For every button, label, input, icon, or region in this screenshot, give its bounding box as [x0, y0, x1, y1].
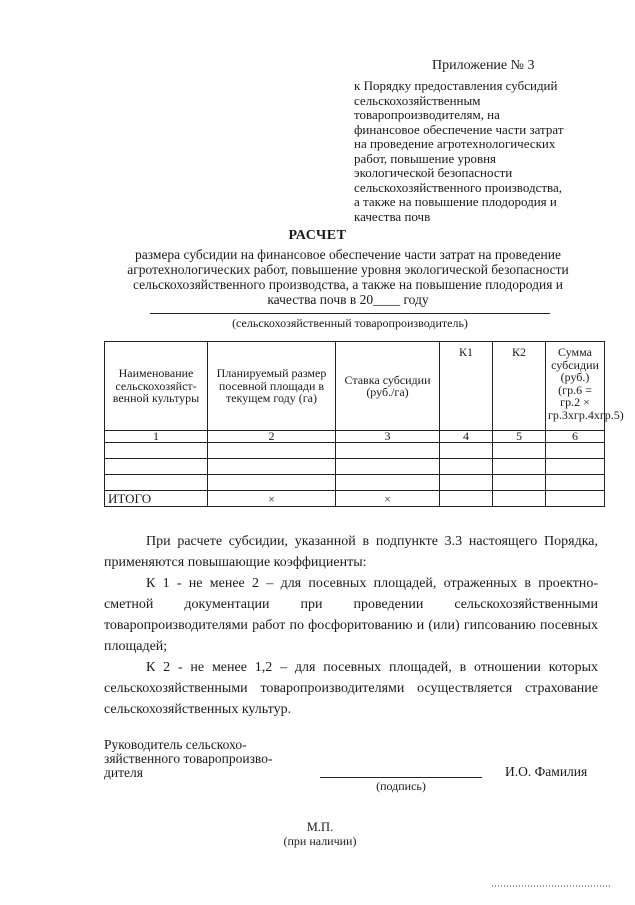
table-cell — [546, 459, 605, 475]
appendix-note-line: сельскохозяйственного производства, — [354, 179, 563, 195]
subtitle-line: качества почв в 20____ году — [267, 292, 429, 307]
appendix-note-line: сельскохозяйственным — [354, 92, 481, 108]
total-cell: × — [336, 491, 440, 507]
table-cell — [440, 459, 493, 475]
appendix-note-line: а также на повышение плодородия и — [354, 194, 557, 209]
table-cell — [208, 475, 336, 491]
stamp-caption: (при наличии) — [283, 834, 357, 848]
signatory-role-line: зяйственного товаропроизво- — [104, 751, 273, 766]
total-cell: × — [208, 491, 336, 507]
total-cell — [546, 491, 605, 507]
coefficient-k1: К 1 - не менее 2 – для посевных площадей, отраженных в проектно-сметной документации при проведении сельскохозяйственными товаропроизводителями работ по фосфоритованию и (или) гипсованию посевных площадей; — [104, 576, 598, 654]
appendix-note-line: товаропроизводителям, на — [354, 107, 500, 122]
table-header-row — [105, 342, 605, 431]
table-row — [105, 443, 605, 459]
appendix-note-line: к Порядку предоставления субсидий — [354, 78, 558, 93]
stamp-label: М.П. — [306, 820, 334, 834]
table-cell — [208, 459, 336, 475]
table-cell — [336, 475, 440, 491]
table-cell — [493, 475, 546, 491]
subsidy-table — [104, 341, 624, 507]
scan-artifact — [492, 885, 612, 887]
column-number: 1 — [105, 431, 208, 443]
total-label: ИТОГО — [105, 491, 208, 507]
signatory-role — [104, 738, 314, 780]
total-cell — [493, 491, 546, 507]
column-number: 5 — [493, 431, 546, 443]
subtitle-line: агротехнологических работ, повышение уровня экологической безопасности — [127, 262, 569, 277]
signature-caption: (подпись) — [376, 779, 426, 793]
table-cell — [493, 459, 546, 475]
coefficient-k2: К 2 - не менее 1,2 – для посевных площадей, в отношении которых сельскохозяйственными товаропроизводителями осуществляется страхование сельскохозяйственных культур. — [104, 660, 598, 717]
coefficients-text — [104, 531, 598, 720]
signatory-name: И.О. Фамилия — [505, 764, 588, 779]
producer-caption: (сельскохозяйственный товаропроизводитель) — [232, 316, 468, 330]
calculation-title: РАСЧЕТ — [288, 228, 347, 243]
table-cell — [546, 475, 605, 491]
total-cell — [440, 491, 493, 507]
table-row — [105, 459, 605, 475]
signatory-role-line: Руководитель сельскохо- — [104, 737, 247, 752]
header-planned-area: Планируемый размер посевной площади в текущем году (га) — [208, 342, 336, 431]
table-cell — [336, 443, 440, 459]
appendix-title: Приложение № 3 — [432, 58, 535, 73]
table-cell — [493, 443, 546, 459]
header-k2: К2 — [493, 342, 546, 431]
header-subsidy-rate: Ставка субсидии (руб./га) — [336, 342, 440, 431]
table-cell — [336, 459, 440, 475]
table-cell — [440, 443, 493, 459]
appendix-note-line: качества почв — [354, 208, 431, 224]
calculation-subtitle — [98, 247, 598, 307]
header-subsidy-sum: Сумма субсидии (руб.) (гр.6 = гр.2 × гр.3хгр.4хгр.5) — [546, 342, 605, 431]
subtitle-line: размера субсидии на финансовое обеспечение части затрат на проведение — [135, 247, 561, 262]
table-cell — [440, 475, 493, 491]
column-number: 2 — [208, 431, 336, 443]
coefficients-intro: При расчете субсидии, указанной в подпункте 3.3 настоящего Порядка, применяются повышающие коэффициенты: — [104, 534, 598, 570]
header-crop-name: Наименование сельскохозяйст- венной культуры — [105, 342, 208, 431]
total-row — [105, 491, 605, 507]
appendix-note — [354, 79, 624, 224]
table-cell — [208, 443, 336, 459]
appendix-note-line: работ, повышение уровня — [354, 150, 497, 166]
signature-fill-line — [320, 777, 482, 778]
column-number: 3 — [336, 431, 440, 443]
column-number: 4 — [440, 431, 493, 443]
column-number: 6 — [546, 431, 605, 443]
table-cell — [105, 459, 208, 475]
table-row — [105, 475, 605, 491]
subtitle-line: сельскохозяйственного производства, а также на повышение плодородия и — [132, 277, 564, 292]
table-cell — [105, 443, 208, 459]
table-cell — [546, 443, 605, 459]
column-number-row — [105, 431, 605, 443]
appendix-note-line: экологической безопасности — [354, 165, 513, 180]
header-k1: К1 — [440, 342, 493, 431]
table-cell — [105, 475, 208, 491]
producer-fill-line — [150, 313, 550, 314]
signatory-role-line: дителя — [104, 765, 143, 780]
appendix-note-line: на проведение агротехнологических — [354, 136, 556, 151]
appendix-note-line: финансовое обеспечение части затрат — [354, 121, 564, 137]
